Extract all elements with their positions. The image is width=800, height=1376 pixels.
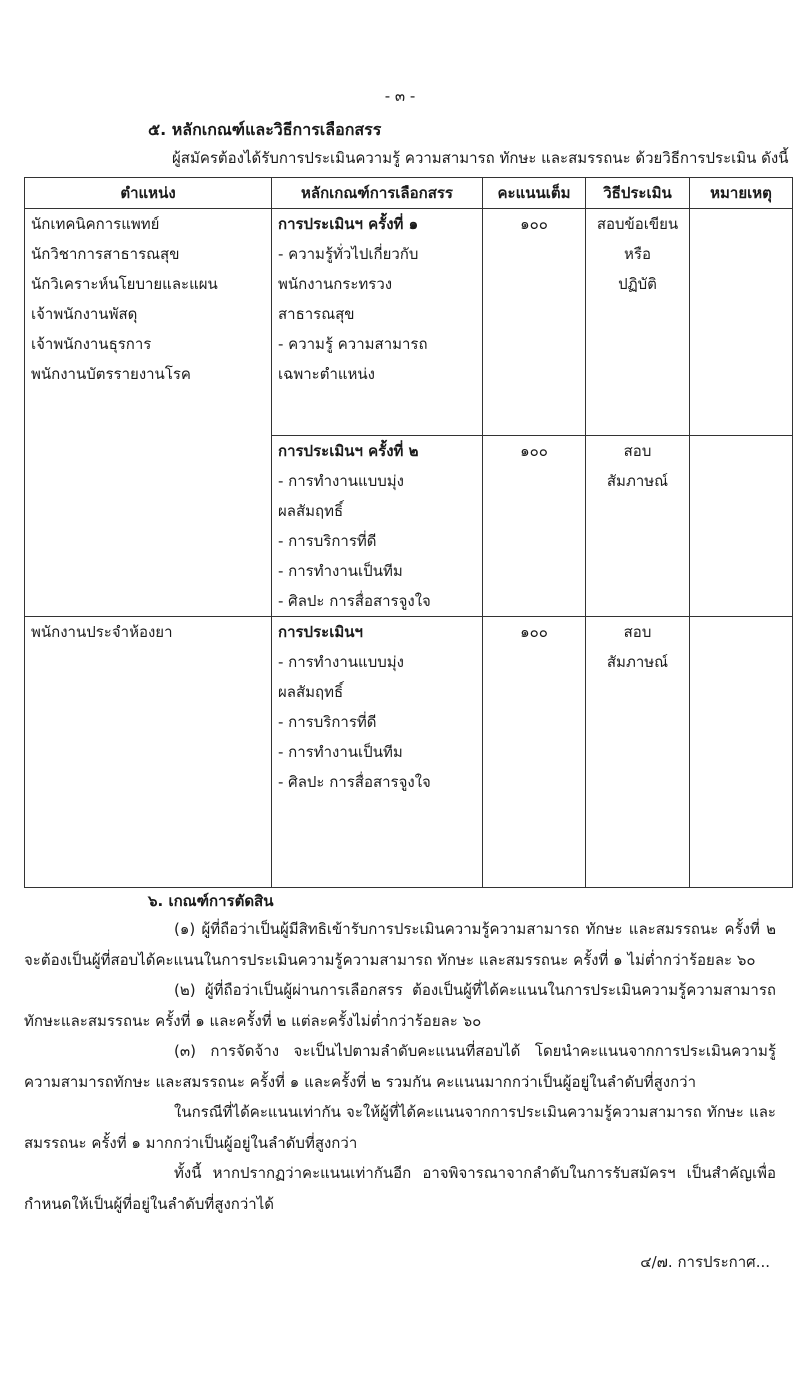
criteria-line: สาธารณสุข	[278, 305, 355, 323]
criteria-line: - ความรู้ทั่วไปเกี่ยวกับ	[278, 245, 419, 263]
criteria-line: - การทำงานแบบมุ่ง	[278, 472, 404, 490]
table-header-row	[25, 178, 793, 209]
criteria-line: ผลสัมฤทธิ์	[278, 502, 344, 520]
criteria-line: - ศิลปะ การสื่อสารจูงใจ	[278, 773, 431, 791]
header-full-score: คะแนนเต็ม	[483, 178, 586, 209]
score-cell	[483, 617, 586, 888]
criteria-cell	[272, 209, 483, 436]
header-position: ตำแหน่ง	[25, 178, 272, 209]
table-row	[25, 617, 793, 888]
criteria-title: การประเมินฯ ครั้งที่ ๑	[278, 215, 419, 233]
section5-title: ๕. หลักเกณฑ์และวิธีการเลือกสรร	[148, 120, 382, 139]
method-cell	[586, 436, 690, 617]
criteria-line: - การบริการที่ดี	[278, 532, 377, 550]
note-cell	[690, 436, 793, 617]
method-line: สัมภาษณ์	[606, 653, 669, 671]
criteria-title: การประเมินฯ ครั้งที่ ๒	[278, 442, 419, 460]
method-line: สอบ	[623, 442, 652, 460]
next-page-reference: ๔/๗. การประกาศ...	[640, 1253, 770, 1271]
header-method: วิธีประเมิน	[586, 178, 690, 209]
criteria-cell	[272, 617, 483, 888]
position-item: พนักงานประจำห้องยา	[31, 623, 173, 641]
criteria-line: - การทำงานเป็นทีม	[278, 562, 403, 580]
criteria-paragraph	[24, 975, 776, 1036]
position-item: นักวิชาการสาธารณสุข	[31, 245, 180, 263]
position-item: เจ้าพนักงานพัสดุ	[31, 305, 138, 323]
table-row	[25, 209, 793, 436]
paragraph-text: ทั้งนี้ หากปรากฏว่าคะแนนเท่ากันอีก อาจพิจารณาจากลำดับในการรับสมัครฯ เป็นสำคัญเพื่อกำหนดให้เป็นผู้ที่อยู่ในลำดับที่สูงกว่าได้	[24, 1164, 776, 1213]
criteria-line: ผลสัมฤทธิ์	[278, 683, 344, 701]
criteria-cell	[272, 436, 483, 617]
score-value: ๑๐๐	[520, 442, 548, 460]
position-item: นักวิเคราะห์นโยบายและแผน	[31, 275, 218, 293]
score-cell	[483, 436, 586, 617]
score-cell	[483, 209, 586, 436]
note-cell	[690, 617, 793, 888]
position-cell-pharmacy	[25, 617, 272, 888]
position-item: เจ้าพนักงานธุรการ	[31, 335, 152, 353]
score-value: ๑๐๐	[520, 215, 548, 233]
criteria-line: เฉพาะตำแหน่ง	[278, 365, 376, 383]
position-cell-group1	[25, 209, 272, 617]
method-cell	[586, 209, 690, 436]
paragraph-text: ในกรณีที่ได้คะแนนเท่ากัน จะให้ผู้ที่ได้คะแนนจากการประเมินความรู้ความสามารถ ทักษะ และสมรรถนะ ครั้งที่ ๑ มากกว่าเป็นผู้อยู่ในลำดับที่สูงกว่า	[24, 1103, 776, 1152]
method-line: ปฏิบัติ	[618, 275, 657, 293]
criteria-title: การประเมินฯ	[278, 623, 363, 641]
selection-criteria-table	[24, 177, 793, 888]
criteria-paragraph	[24, 1158, 776, 1219]
criteria-paragraph	[24, 914, 776, 975]
criteria-line: พนักงานกระทรวง	[278, 275, 393, 293]
criteria-paragraph	[24, 1097, 776, 1158]
paragraph-text: (๑) ผู้ที่ถือว่าเป็นผู้มีสิทธิเข้ารับการประเมินความรู้ความสามารถ ทักษะ และสมรรถนะ ครั้งที่ ๒ จะต้องเป็นผู้ที่สอบได้คะแนนในการประเมินความรู้ความสามารถ ทักษะ และสมรรถนะ ครั้งที่ ๑ ไม่ต่ำกว่าร้อยละ ๖๐	[24, 920, 776, 969]
note-cell	[690, 209, 793, 436]
method-line: สอบ	[623, 623, 652, 641]
method-cell	[586, 617, 690, 888]
position-item: นักเทคนิคการแพทย์	[31, 215, 160, 233]
position-item: พนักงานบัตรรายงานโรค	[31, 365, 191, 383]
section5-intro: ผู้สมัครต้องได้รับการประเมินความรู้ ความสามารถ ทักษะ และสมรรถนะ ด้วยวิธีการประเมิน ดังนี้	[172, 149, 789, 167]
criteria-line: - การบริการที่ดี	[278, 713, 377, 731]
paragraph-text: (๓) การจัดจ้าง จะเป็นไปตามลำดับคะแนนที่สอบได้ โดยนำคะแนนจากการประเมินความรู้ความสามารถทักษะ และสมรรถนะ ครั้งที่ ๑ และครั้งที่ ๒ รวมกัน คะแนนมากกว่าเป็นผู้อยู่ในลำดับที่สูงกว่า	[24, 1042, 776, 1091]
criteria-line: - การทำงานแบบมุ่ง	[278, 653, 404, 671]
header-criteria: หลักเกณฑ์การเลือกสรร	[272, 178, 483, 209]
section6	[24, 888, 776, 1219]
section6-title: ๖. เกณฑ์การตัดสิน	[148, 892, 274, 910]
method-line: หรือ	[624, 245, 651, 263]
criteria-paragraph	[24, 1036, 776, 1097]
score-value: ๑๐๐	[520, 623, 548, 641]
criteria-line: - ศิลปะ การสื่อสารจูงใจ	[278, 592, 431, 610]
header-note: หมายเหตุ	[690, 178, 793, 209]
method-line: สัมภาษณ์	[606, 472, 669, 490]
criteria-line: - การทำงานเป็นทีม	[278, 743, 403, 761]
paragraph-text: (๒) ผู้ที่ถือว่าเป็นผู้ผ่านการเลือกสรร ต้องเป็นผู้ที่ได้คะแนนในการประเมินความรู้ความสามารถ ทักษะและสมรรถนะ ครั้งที่ ๑ และครั้งที่ ๒ แต่ละครั้งไม่ต่ำกว่าร้อยละ ๖๐	[24, 981, 776, 1030]
page-number: - ๓ -	[384, 87, 416, 105]
method-line: สอบข้อเขียน	[596, 215, 679, 233]
criteria-line: - ความรู้ ความสามารถ	[278, 335, 428, 353]
